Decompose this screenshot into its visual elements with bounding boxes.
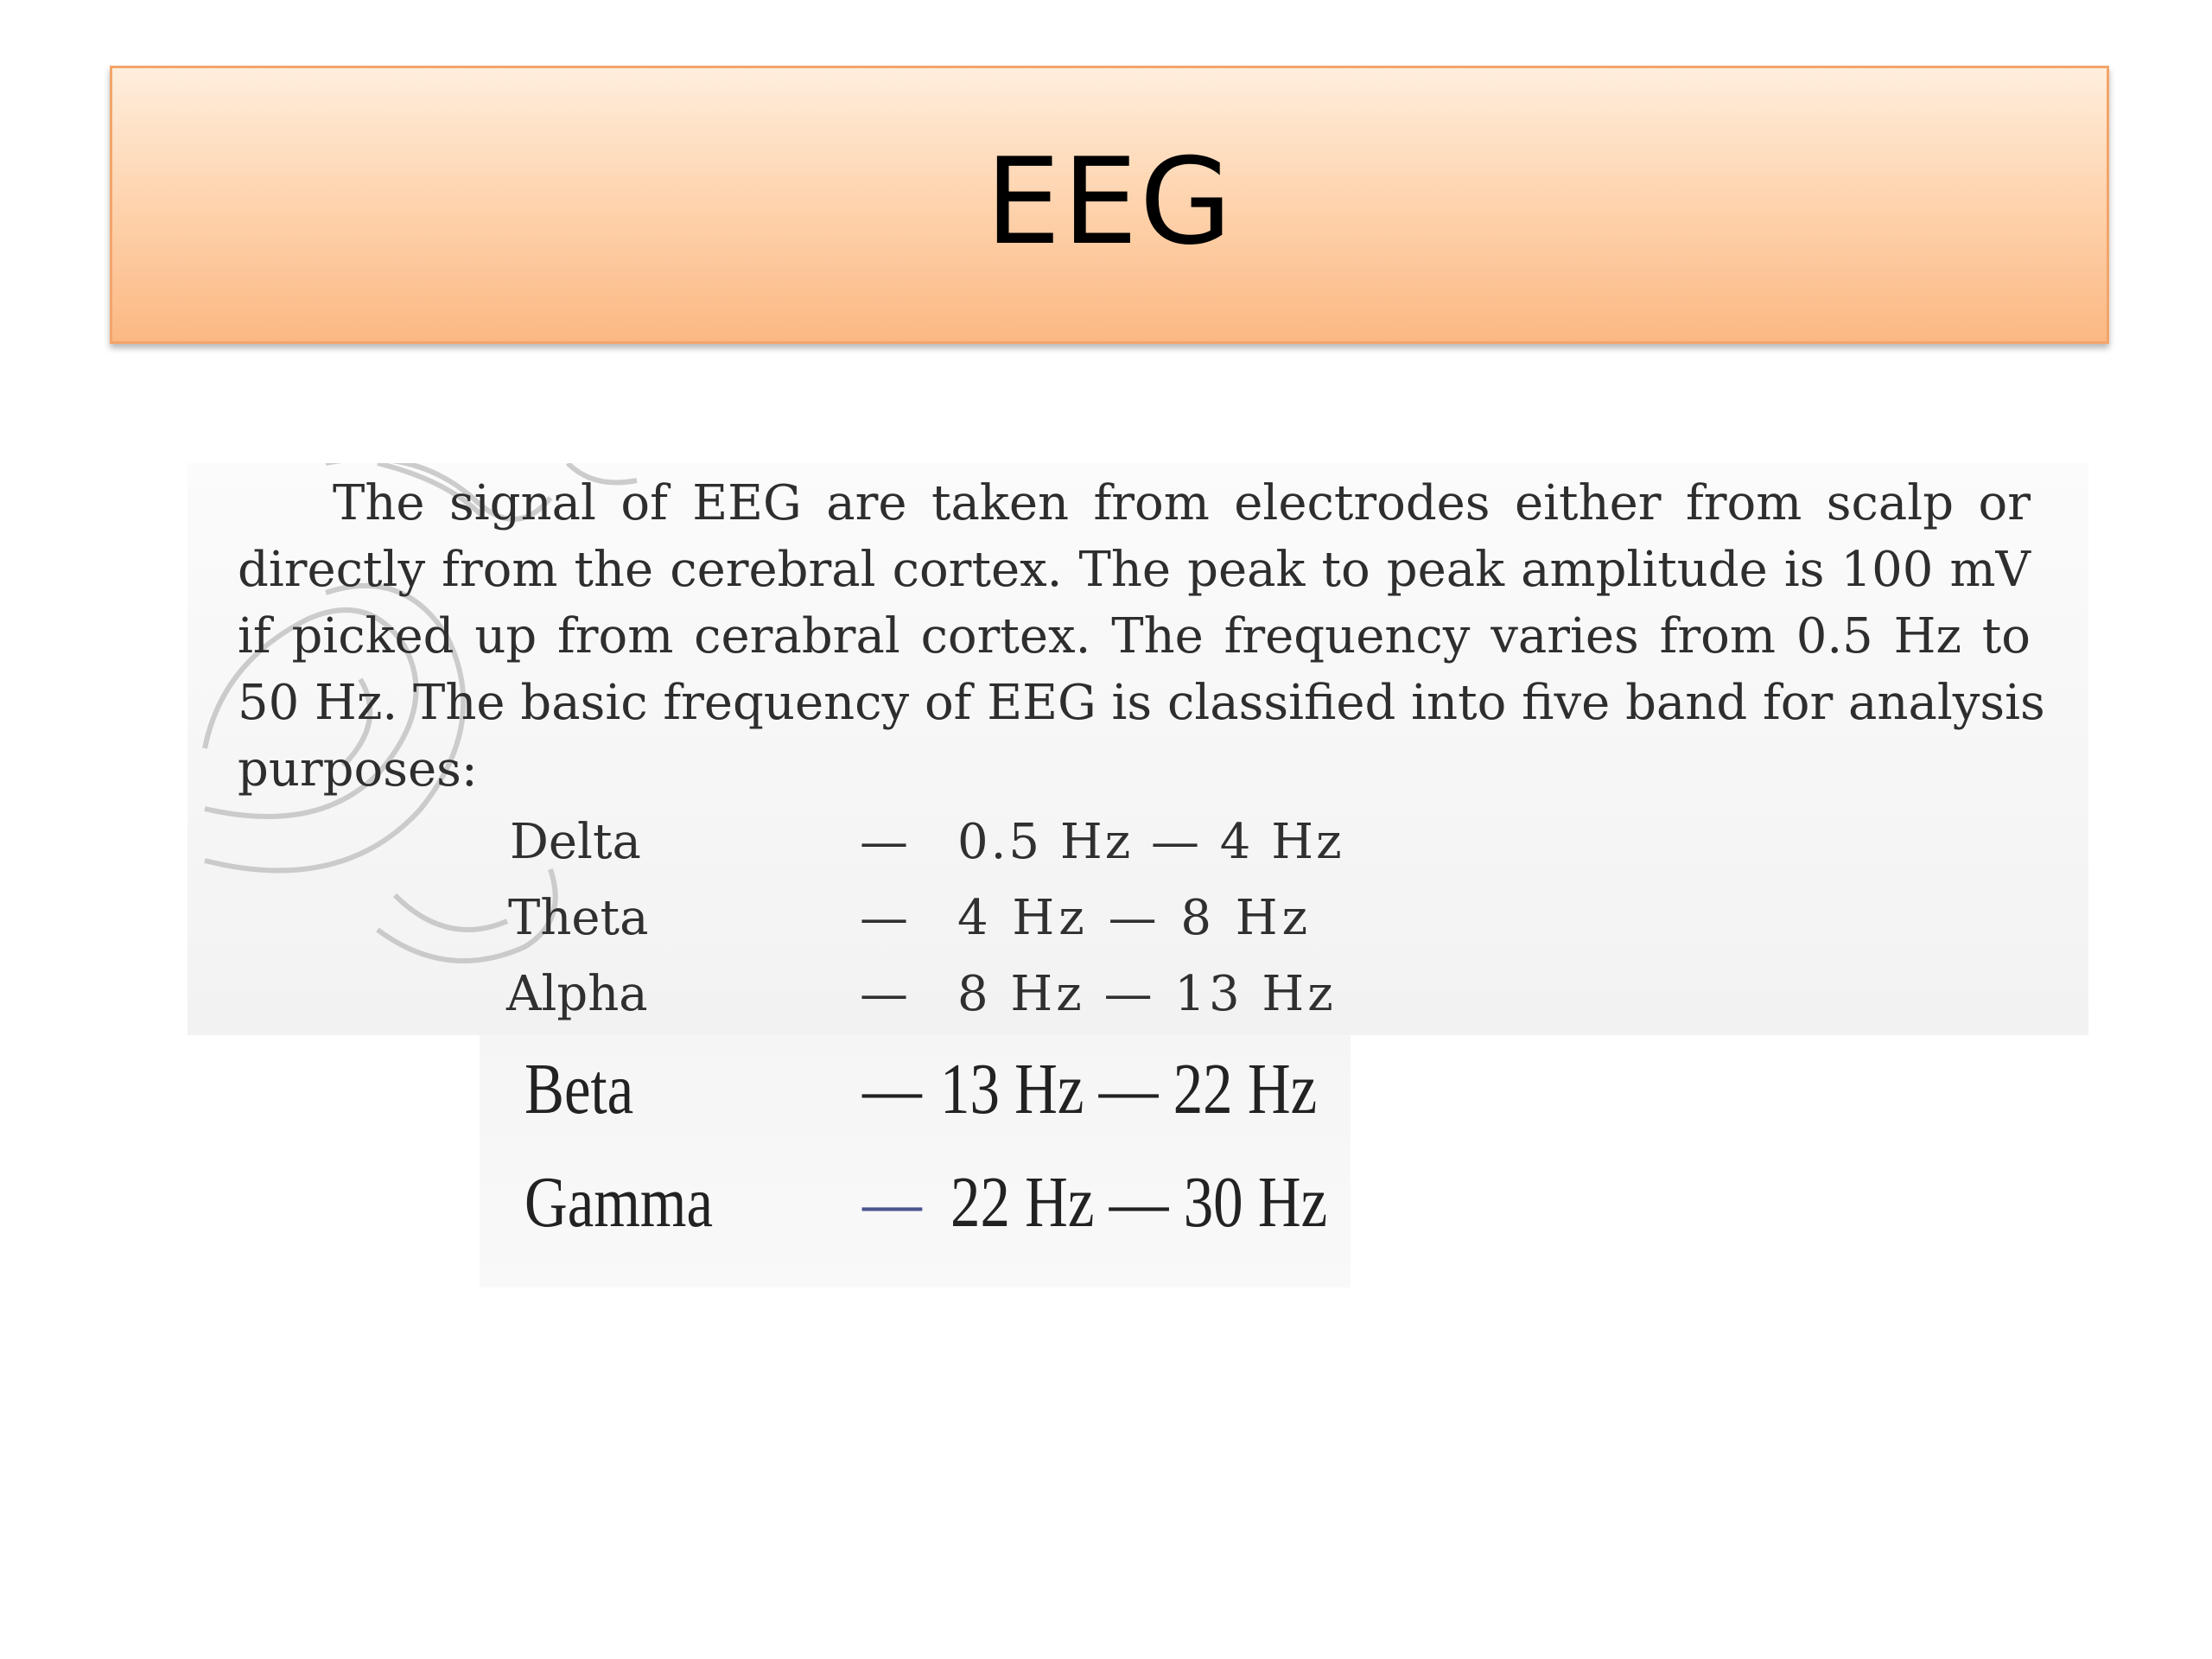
band-range-alpha: 8 Hz — 13 Hz [957,966,1337,1022]
paragraph-line: if picked up from cerabral cortex. The frequency varies from 0.5 Hz to [238,608,2031,664]
slide-title: EEG [985,131,1234,271]
band-dash: — [860,814,908,870]
band-range-gamma: 22 Hz — 30 Hz [950,1162,1328,1243]
band-name-delta: Delta [510,814,641,870]
band-dash: — [862,1049,922,1129]
band-name-alpha: Alpha [506,966,648,1022]
paragraph-line: purposes: [238,741,478,798]
band-dash: — [862,1162,922,1243]
band-name-beta: Beta [524,1049,634,1129]
band-name-theta: Theta [508,890,649,946]
title-banner [110,66,2109,344]
paragraph-line: The signal of EEG are taken from electrodes either from scalp or [333,475,2031,531]
band-range-beta: 13 Hz — 22 Hz [940,1049,1318,1129]
band-name-gamma: Gamma [524,1162,714,1243]
band-range-theta: 4 Hz — 8 Hz [957,890,1313,946]
paragraph-line: 50 Hz. The basic frequency of EEG is classified into five band for analysis [238,675,2045,731]
band-dash: — [860,890,908,946]
paragraph-line: directly from the cerebral cortex. The peak to peak amplitude is 100 mV [238,542,2031,598]
band-dash: — [860,966,908,1022]
band-range-delta: 0.5 Hz — 4 Hz [957,814,1344,870]
